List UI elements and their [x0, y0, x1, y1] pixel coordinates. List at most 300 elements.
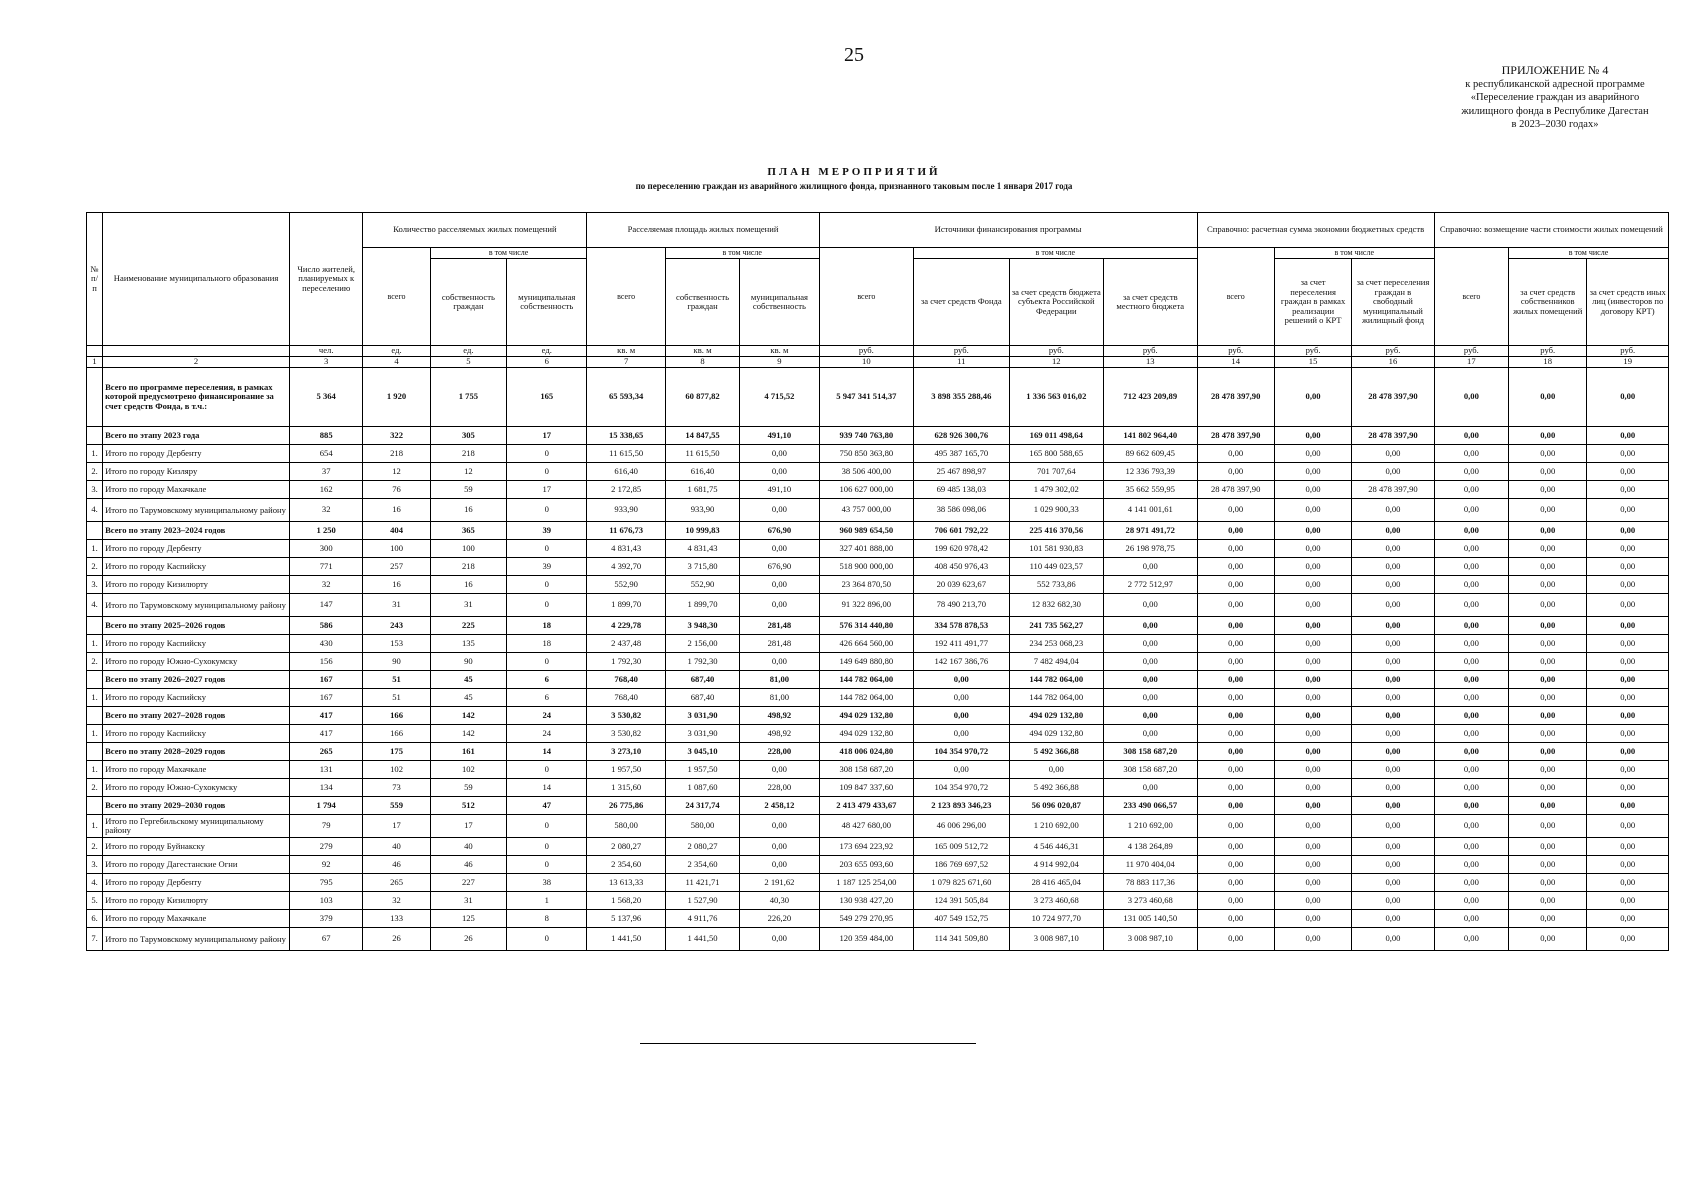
value-cell: 0,00	[1197, 463, 1274, 481]
value-cell: 0,00	[740, 928, 819, 951]
header-fund: за счет средств Фонда	[914, 259, 1009, 346]
row-number: 1.	[87, 815, 103, 838]
value-cell: 1 755	[430, 368, 506, 427]
value-cell: 28 416 465,04	[1009, 874, 1103, 892]
value-cell: 0,00	[1587, 725, 1669, 743]
value-cell: 1 336 563 016,02	[1009, 368, 1103, 427]
value-cell: 0,00	[1587, 743, 1669, 761]
value-cell: 0,00	[1587, 779, 1669, 797]
value-cell: 0,00	[1434, 445, 1508, 463]
value-cell: 2 123 893 346,23	[914, 797, 1009, 815]
header-including: в том числе	[914, 248, 1197, 259]
value-cell: 0,00	[1352, 463, 1434, 481]
value-cell: 0,00	[1104, 594, 1198, 617]
value-cell: 5 492 366,88	[1009, 743, 1103, 761]
value-cell: 0	[507, 653, 587, 671]
value-cell: 1 210 692,00	[1104, 815, 1198, 838]
value-cell: 0,00	[1587, 653, 1669, 671]
appendix-line: жилищного фонда в Республике Дагестан	[1461, 105, 1649, 117]
value-cell: 0,00	[1587, 671, 1669, 689]
value-cell: 3 530,82	[587, 725, 665, 743]
value-cell: 491,10	[740, 427, 819, 445]
value-cell: 0	[507, 499, 587, 522]
value-cell: 0,00	[1274, 558, 1351, 576]
value-cell: 0	[507, 761, 587, 779]
unit-cell: руб.	[1352, 346, 1434, 357]
value-cell: 494 029 132,80	[1009, 725, 1103, 743]
value-cell: 90	[430, 653, 506, 671]
value-cell: 110 449 023,57	[1009, 558, 1103, 576]
municipality-name: Всего по этапу 2026–2027 годов	[103, 671, 290, 689]
column-number-cell: 5	[430, 357, 506, 368]
value-cell: 616,40	[665, 463, 739, 481]
value-cell: 23 364 870,50	[819, 576, 913, 594]
value-cell: 25 467 898,97	[914, 463, 1009, 481]
value-cell: 5 492 366,88	[1009, 779, 1103, 797]
value-cell: 0	[507, 576, 587, 594]
value-cell: 0,00	[740, 463, 819, 481]
row-number	[87, 368, 103, 427]
value-cell: 142	[430, 707, 506, 725]
value-cell: 418 006 024,80	[819, 743, 913, 761]
value-cell: 227	[430, 874, 506, 892]
municipality-name: Итого по Тарумовскому муниципальному району	[103, 594, 290, 617]
row-number: 1.	[87, 635, 103, 653]
column-number-cell: 8	[665, 357, 739, 368]
value-cell: 4 546 446,31	[1009, 838, 1103, 856]
value-cell: 0,00	[1587, 874, 1669, 892]
value-cell: 73	[363, 779, 430, 797]
value-cell: 0,00	[1274, 653, 1351, 671]
value-cell: 1 792,30	[587, 653, 665, 671]
row-number: 1.	[87, 689, 103, 707]
unit-cell: руб.	[1104, 346, 1198, 357]
value-cell: 3 273 460,68	[1009, 892, 1103, 910]
value-cell: 28 478 397,90	[1352, 427, 1434, 445]
value-cell: 0,00	[1352, 797, 1434, 815]
header-own-citizens: собственность граждан	[665, 259, 739, 346]
unit-cell: руб.	[1274, 346, 1351, 357]
value-cell: 226,20	[740, 910, 819, 928]
value-cell: 768,40	[587, 689, 665, 707]
unit-cell: ед.	[430, 346, 506, 357]
value-cell: 4 831,43	[587, 540, 665, 558]
header-including: в том числе	[430, 248, 587, 259]
row-number: 4.	[87, 499, 103, 522]
value-cell: 4 715,52	[740, 368, 819, 427]
plan-subtitle: по переселению граждан из аварийного жилищного фонда, признанного таковым после 1 января 2017 года	[635, 181, 1073, 191]
value-cell: 0,00	[1434, 368, 1508, 427]
value-cell: 218	[363, 445, 430, 463]
value-cell: 0,00	[1434, 576, 1508, 594]
value-cell: 90	[363, 653, 430, 671]
value-cell: 0,00	[1197, 576, 1274, 594]
value-cell: 169 011 498,64	[1009, 427, 1103, 445]
unit-cell: чел.	[290, 346, 363, 357]
value-cell: 0,00	[1197, 838, 1274, 856]
municipality-name: Итого по городу Махачкале	[103, 761, 290, 779]
row-number: 3.	[87, 481, 103, 499]
header-including: в том числе	[665, 248, 819, 259]
municipality-name: Итого по городу Дербенту	[103, 540, 290, 558]
value-cell: 0,00	[914, 725, 1009, 743]
value-cell: 5 947 341 514,37	[819, 368, 913, 427]
header-municipal: муниципальная собственность	[507, 259, 587, 346]
value-cell: 0,00	[1274, 910, 1351, 928]
value-cell: 0,00	[1434, 707, 1508, 725]
value-cell: 0,00	[1197, 689, 1274, 707]
value-cell: 24	[507, 725, 587, 743]
value-cell: 2 191,62	[740, 874, 819, 892]
municipality-name: Итого по городу Махачкале	[103, 910, 290, 928]
value-cell: 0,00	[740, 838, 819, 856]
column-number-cell: 7	[587, 357, 665, 368]
value-cell: 17	[363, 815, 430, 838]
value-cell: 17	[507, 427, 587, 445]
value-cell: 4 911,76	[665, 910, 739, 928]
value-cell: 16	[363, 576, 430, 594]
value-cell: 265	[290, 743, 363, 761]
value-cell: 0,00	[1274, 856, 1351, 874]
value-cell: 0,00	[1274, 779, 1351, 797]
value-cell: 161	[430, 743, 506, 761]
value-cell: 933,90	[665, 499, 739, 522]
value-cell: 0,00	[914, 707, 1009, 725]
value-cell: 203 655 093,60	[819, 856, 913, 874]
header-group-rooms: Количество расселяемых жилых помещений	[363, 213, 587, 248]
value-cell: 6	[507, 689, 587, 707]
value-cell: 0,00	[1352, 671, 1434, 689]
row-number: 4.	[87, 594, 103, 617]
value-cell: 885	[290, 427, 363, 445]
table-row	[87, 815, 1669, 838]
value-cell: 8	[507, 910, 587, 928]
value-cell: 0,00	[1509, 892, 1587, 910]
value-cell: 0,00	[740, 815, 819, 838]
municipality-name: Всего по этапу 2025–2026 годов	[103, 617, 290, 635]
value-cell: 334 578 878,53	[914, 617, 1009, 635]
value-cell: 1 957,50	[587, 761, 665, 779]
value-cell: 0,00	[1352, 725, 1434, 743]
value-cell: 0,00	[1352, 928, 1434, 951]
value-cell: 3 898 355 288,46	[914, 368, 1009, 427]
value-cell: 12	[363, 463, 430, 481]
value-cell: 0,00	[1434, 815, 1508, 838]
value-cell: 3 530,82	[587, 707, 665, 725]
value-cell: 0,00	[1352, 635, 1434, 653]
value-cell: 67	[290, 928, 363, 951]
value-cell: 300	[290, 540, 363, 558]
stage-total-row	[87, 427, 1669, 445]
value-cell: 78 883 117,36	[1104, 874, 1198, 892]
value-cell: 0,00	[1509, 761, 1587, 779]
value-cell: 0,00	[1274, 445, 1351, 463]
value-cell: 0,00	[1197, 779, 1274, 797]
value-cell: 32	[363, 892, 430, 910]
value-cell: 0,00	[1587, 761, 1669, 779]
value-cell: 0,00	[1587, 815, 1669, 838]
column-number-cell: 1	[87, 357, 103, 368]
value-cell: 134	[290, 779, 363, 797]
value-cell: 426 664 560,00	[819, 635, 913, 653]
value-cell: 109 847 337,60	[819, 779, 913, 797]
value-cell: 1 029 900,33	[1009, 499, 1103, 522]
value-cell: 35 662 559,95	[1104, 481, 1198, 499]
value-cell: 133	[363, 910, 430, 928]
value-cell: 20 039 623,67	[914, 576, 1009, 594]
resettlement-plan-table	[86, 212, 1669, 951]
column-number-cell: 16	[1352, 357, 1434, 368]
value-cell: 0,00	[1434, 594, 1508, 617]
value-cell: 549 279 270,95	[819, 910, 913, 928]
value-cell: 281,48	[740, 635, 819, 653]
header-total: всего	[587, 248, 665, 346]
header-name: Наименование муниципального образования	[103, 213, 290, 346]
value-cell: 100	[363, 540, 430, 558]
value-cell: 12 832 682,30	[1009, 594, 1103, 617]
column-number-cell: 18	[1509, 357, 1587, 368]
value-cell: 0,00	[1274, 427, 1351, 445]
value-cell: 407 549 152,75	[914, 910, 1009, 928]
row-number: 7.	[87, 928, 103, 951]
unit-cell: ед.	[363, 346, 430, 357]
value-cell: 0,00	[1274, 815, 1351, 838]
municipality-name: Итого по городу Кизилюрту	[103, 576, 290, 594]
table-row	[87, 725, 1669, 743]
header-own-citizens: собственность граждан	[430, 259, 506, 346]
value-cell: 417	[290, 707, 363, 725]
value-cell: 0,00	[1587, 617, 1669, 635]
value-cell: 1 527,90	[665, 892, 739, 910]
value-cell: 404	[363, 522, 430, 540]
value-cell: 241 735 562,27	[1009, 617, 1103, 635]
value-cell: 243	[363, 617, 430, 635]
value-cell: 0,00	[1274, 499, 1351, 522]
table-row	[87, 910, 1669, 928]
value-cell: 1 479 302,02	[1009, 481, 1103, 499]
value-cell: 3 273,10	[587, 743, 665, 761]
value-cell: 0,00	[1197, 445, 1274, 463]
value-cell: 308 158 687,20	[1104, 761, 1198, 779]
value-cell: 233 490 066,57	[1104, 797, 1198, 815]
table-row	[87, 635, 1669, 653]
value-cell: 0,00	[1434, 540, 1508, 558]
header-local-budget: за счет средств местного бюджета	[1104, 259, 1198, 346]
value-cell: 91 322 896,00	[819, 594, 913, 617]
value-cell: 0,00	[1197, 797, 1274, 815]
value-cell: 0,00	[1104, 558, 1198, 576]
value-cell: 580,00	[587, 815, 665, 838]
value-cell: 676,90	[740, 558, 819, 576]
value-cell: 0,00	[1274, 725, 1351, 743]
value-cell: 165 009 512,72	[914, 838, 1009, 856]
value-cell: 0	[507, 463, 587, 481]
value-cell: 494 029 132,80	[1009, 707, 1103, 725]
value-cell: 173 694 223,92	[819, 838, 913, 856]
unit-cell: кв. м	[587, 346, 665, 357]
value-cell: 0,00	[1509, 576, 1587, 594]
value-cell: 0,00	[914, 761, 1009, 779]
value-cell: 45	[430, 671, 506, 689]
value-cell: 3 031,90	[665, 707, 739, 725]
value-cell: 162	[290, 481, 363, 499]
value-cell: 1	[507, 892, 587, 910]
row-number: 1.	[87, 725, 103, 743]
value-cell: 79	[290, 815, 363, 838]
value-cell: 2 080,27	[587, 838, 665, 856]
value-cell: 3 008 987,10	[1104, 928, 1198, 951]
value-cell: 0,00	[1434, 427, 1508, 445]
row-number: 3.	[87, 576, 103, 594]
value-cell: 175	[363, 743, 430, 761]
row-number: 2.	[87, 463, 103, 481]
value-cell: 0,00	[1587, 594, 1669, 617]
table-row	[87, 540, 1669, 558]
value-cell: 0,00	[1197, 671, 1274, 689]
value-cell: 166	[363, 707, 430, 725]
table-row	[87, 481, 1669, 499]
municipality-name: Итого по Тарумовскому муниципальному району	[103, 928, 290, 951]
municipality-name: Всего по программе переселения, в рамках которой предусмотрено финансирование за счет средств Фонда, в т.ч.:	[103, 368, 290, 427]
municipality-name: Итого по городу Дагестанские Огни	[103, 856, 290, 874]
value-cell: 0,00	[1352, 856, 1434, 874]
municipality-name: Всего по этапу 2023 года	[103, 427, 290, 445]
value-cell: 14 847,55	[665, 427, 739, 445]
value-cell: 628 926 300,76	[914, 427, 1009, 445]
value-cell: 37	[290, 463, 363, 481]
value-cell: 51	[363, 689, 430, 707]
value-cell: 281,48	[740, 617, 819, 635]
value-cell: 2 437,48	[587, 635, 665, 653]
value-cell: 7 482 494,04	[1009, 653, 1103, 671]
value-cell: 0,00	[1274, 463, 1351, 481]
value-cell: 0,00	[1352, 499, 1434, 522]
value-cell: 0,00	[1274, 874, 1351, 892]
units-row	[87, 346, 1669, 357]
value-cell: 225	[430, 617, 506, 635]
value-cell: 494 029 132,80	[819, 725, 913, 743]
value-cell: 0,00	[1509, 815, 1587, 838]
value-cell: 147	[290, 594, 363, 617]
value-cell: 494 029 132,80	[819, 707, 913, 725]
row-number	[87, 671, 103, 689]
value-cell: 552,90	[587, 576, 665, 594]
municipality-name: Итого по городу Дербенту	[103, 445, 290, 463]
value-cell: 6	[507, 671, 587, 689]
municipality-name: Итого по городу Кизилюрту	[103, 892, 290, 910]
value-cell: 0,00	[1197, 743, 1274, 761]
value-cell: 0,00	[1352, 594, 1434, 617]
value-cell: 12 336 793,39	[1104, 463, 1198, 481]
value-cell: 0,00	[1352, 558, 1434, 576]
value-cell: 1 250	[290, 522, 363, 540]
value-cell: 135	[430, 635, 506, 653]
value-cell: 2 080,27	[665, 838, 739, 856]
value-cell: 5 364	[290, 368, 363, 427]
value-cell: 0,00	[1197, 617, 1274, 635]
value-cell: 365	[430, 522, 506, 540]
value-cell: 0,00	[1509, 463, 1587, 481]
value-cell: 1 794	[290, 797, 363, 815]
column-number-row	[87, 357, 1669, 368]
row-number	[87, 427, 103, 445]
value-cell: 0,00	[1352, 874, 1434, 892]
value-cell: 2 772 512,97	[1104, 576, 1198, 594]
value-cell: 0,00	[1352, 653, 1434, 671]
value-cell: 26 775,86	[587, 797, 665, 815]
value-cell: 32	[290, 576, 363, 594]
unit-cell: руб.	[1509, 346, 1587, 357]
value-cell: 4 392,70	[587, 558, 665, 576]
value-cell: 0,00	[1509, 594, 1587, 617]
value-cell: 0,00	[1587, 928, 1669, 951]
value-cell: 0,00	[1274, 797, 1351, 815]
unit-cell: руб.	[1434, 346, 1508, 357]
municipality-name: Итого по городу Каспийску	[103, 725, 290, 743]
value-cell: 0,00	[1434, 558, 1508, 576]
value-cell: 706 601 792,22	[914, 522, 1009, 540]
value-cell: 0,00	[1509, 445, 1587, 463]
row-number	[87, 617, 103, 635]
value-cell: 144 782 064,00	[819, 689, 913, 707]
value-cell: 0,00	[1509, 427, 1587, 445]
value-cell: 18	[507, 617, 587, 635]
program-total-row	[87, 368, 1669, 427]
value-cell: 51	[363, 671, 430, 689]
value-cell: 0,00	[1509, 928, 1587, 951]
value-cell: 430	[290, 635, 363, 653]
value-cell: 0,00	[1197, 594, 1274, 617]
value-cell: 26	[363, 928, 430, 951]
value-cell: 676,90	[740, 522, 819, 540]
municipality-name: Всего по этапу 2027–2028 годов	[103, 707, 290, 725]
unit-cell: руб.	[1197, 346, 1274, 357]
value-cell: 0,00	[1104, 779, 1198, 797]
value-cell: 0,00	[1274, 368, 1351, 427]
table-row	[87, 463, 1669, 481]
value-cell: 0,00	[1434, 838, 1508, 856]
value-cell: 4 138 264,89	[1104, 838, 1198, 856]
value-cell: 26 198 978,75	[1104, 540, 1198, 558]
value-cell: 28 478 397,90	[1197, 481, 1274, 499]
value-cell: 654	[290, 445, 363, 463]
value-cell: 10 724 977,70	[1009, 910, 1103, 928]
value-cell: 103	[290, 892, 363, 910]
value-cell: 28 478 397,90	[1197, 368, 1274, 427]
value-cell: 495 387 165,70	[914, 445, 1009, 463]
value-cell: 14	[507, 743, 587, 761]
value-cell: 39	[507, 558, 587, 576]
value-cell: 0,00	[1274, 743, 1351, 761]
value-cell: 0,00	[1197, 910, 1274, 928]
value-cell: 0	[507, 445, 587, 463]
value-cell: 13 613,33	[587, 874, 665, 892]
value-cell: 11 615,50	[587, 445, 665, 463]
value-cell: 0,00	[1509, 481, 1587, 499]
row-number	[87, 707, 103, 725]
value-cell: 199 620 978,42	[914, 540, 1009, 558]
value-cell: 11 421,71	[665, 874, 739, 892]
value-cell: 59	[430, 779, 506, 797]
value-cell: 265	[363, 874, 430, 892]
value-cell: 28 478 397,90	[1352, 368, 1434, 427]
value-cell: 0,00	[1587, 635, 1669, 653]
header-krt: за счет переселения граждан в рамках реализации решений о КРТ	[1274, 259, 1351, 346]
value-cell: 3 273 460,68	[1104, 892, 1198, 910]
value-cell: 0,00	[1352, 707, 1434, 725]
value-cell: 56 096 020,87	[1009, 797, 1103, 815]
value-cell: 39	[507, 522, 587, 540]
